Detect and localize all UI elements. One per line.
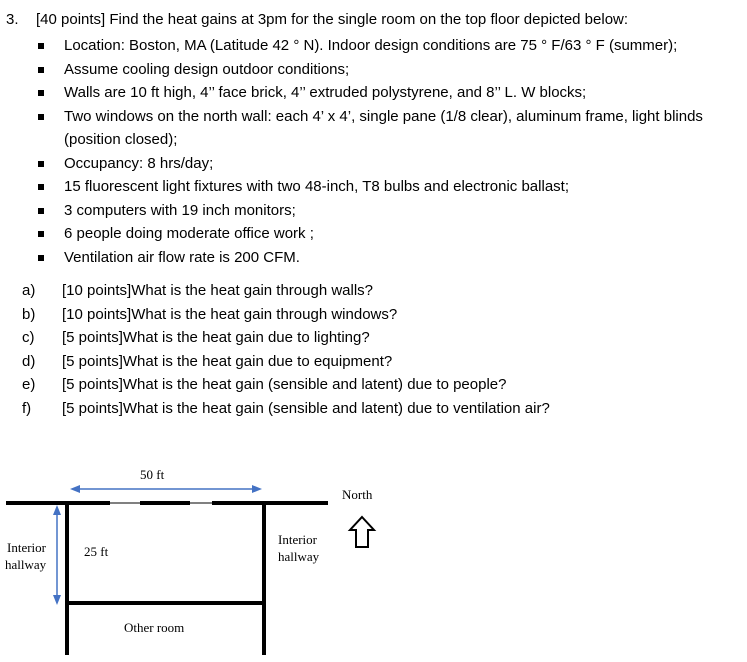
- subquestion-letter: e): [22, 376, 36, 393]
- subquestion-item: [22, 279, 550, 303]
- bullet-square-icon: [38, 208, 44, 214]
- subquestion-item: [22, 303, 550, 327]
- subquestion-item: [22, 326, 550, 350]
- subquestion-text: [5 points]What is the heat gain due to lighting?: [62, 329, 370, 346]
- condition-item: Assume cooling design outdoor conditions;: [38, 58, 744, 82]
- subquestion-letter: f): [22, 399, 32, 417]
- right-hallway-label-line2: hallway: [278, 549, 320, 564]
- north-arrow-icon: [350, 517, 374, 547]
- condition-item: Occupancy: 8 hrs/day;: [38, 152, 744, 176]
- subquestion-letter: c): [22, 329, 35, 346]
- right-hallway-label-line1: Interior: [278, 532, 317, 547]
- condition-item: Location: Boston, MA (Latitude 42 ° N). Indoor design conditions are 75 ° F/63 ° F (summer);: [38, 34, 744, 58]
- condition-item: 15 fluorescent light fixtures with two 48-inch, T8 bulbs and electronic ballast;: [38, 175, 744, 199]
- question-header: [6, 8, 628, 31]
- question-number: 3.: [6, 11, 19, 28]
- condition-item: Ventilation air flow rate is 200 CFM.: [38, 246, 744, 270]
- conditions-list: [38, 34, 744, 269]
- subquestion-text: [10 points]What is the heat gain through windows?: [62, 305, 398, 323]
- subquestion-item: [22, 397, 550, 421]
- bullet-square-icon: [38, 90, 44, 96]
- condition-item: 3 computers with 19 inch monitors;: [38, 199, 744, 223]
- width-label: 50 ft: [140, 467, 165, 482]
- subquestion-text: [10 points]What is the heat gain through walls?: [62, 282, 374, 299]
- left-hallway-label-line2: hallway: [5, 557, 47, 572]
- question-title: [40 points] Find the heat gains at 3pm for the single room on the top floor depicted below:: [36, 11, 629, 28]
- left-hallway-label-line1: Interior: [7, 540, 46, 555]
- height-dimension-arrow: [53, 505, 61, 605]
- subquestion-text: [5 points]What is the heat gain (sensible and latent) due to people?: [62, 376, 507, 393]
- width-dimension-arrow: [70, 485, 262, 493]
- bullet-square-icon: [38, 255, 44, 261]
- condition-item: Two windows on the north wall: each 4’ x 4’, single pane (1/8 clear), aluminum frame, light blinds (position closed);: [38, 105, 744, 152]
- bullet-square-icon: [38, 43, 44, 49]
- subquestion-text: [5 points]What is the heat gain due to equipment?: [62, 352, 393, 370]
- subquestion-letter: a): [22, 282, 36, 299]
- bullet-square-icon: [38, 67, 44, 73]
- bullet-square-icon: [38, 184, 44, 190]
- height-label: 25 ft: [84, 544, 109, 559]
- subquestion-item: [22, 350, 550, 374]
- bullet-square-icon: [38, 161, 44, 167]
- subquestion-text: [5 points]What is the heat gain (sensible and latent) due to ventilation air?: [62, 399, 550, 417]
- condition-item: Walls are 10 ft high, 4’’ face brick, 4’’ extruded polystyrene, and 8’’ L. W blocks;: [38, 81, 744, 105]
- subquestion-letter: d): [22, 352, 36, 370]
- bullet-square-icon: [38, 231, 44, 237]
- north-label: North: [342, 487, 373, 502]
- subquestion-item: [22, 373, 550, 397]
- other-room-label: Other room: [124, 620, 185, 635]
- condition-item: 6 people doing moderate office work ;: [38, 222, 744, 246]
- subquestion-letter: b): [22, 305, 36, 323]
- bullet-square-icon: [38, 114, 44, 120]
- subquestion-list: [22, 279, 550, 420]
- floor-plan-diagram: [0, 455, 747, 662]
